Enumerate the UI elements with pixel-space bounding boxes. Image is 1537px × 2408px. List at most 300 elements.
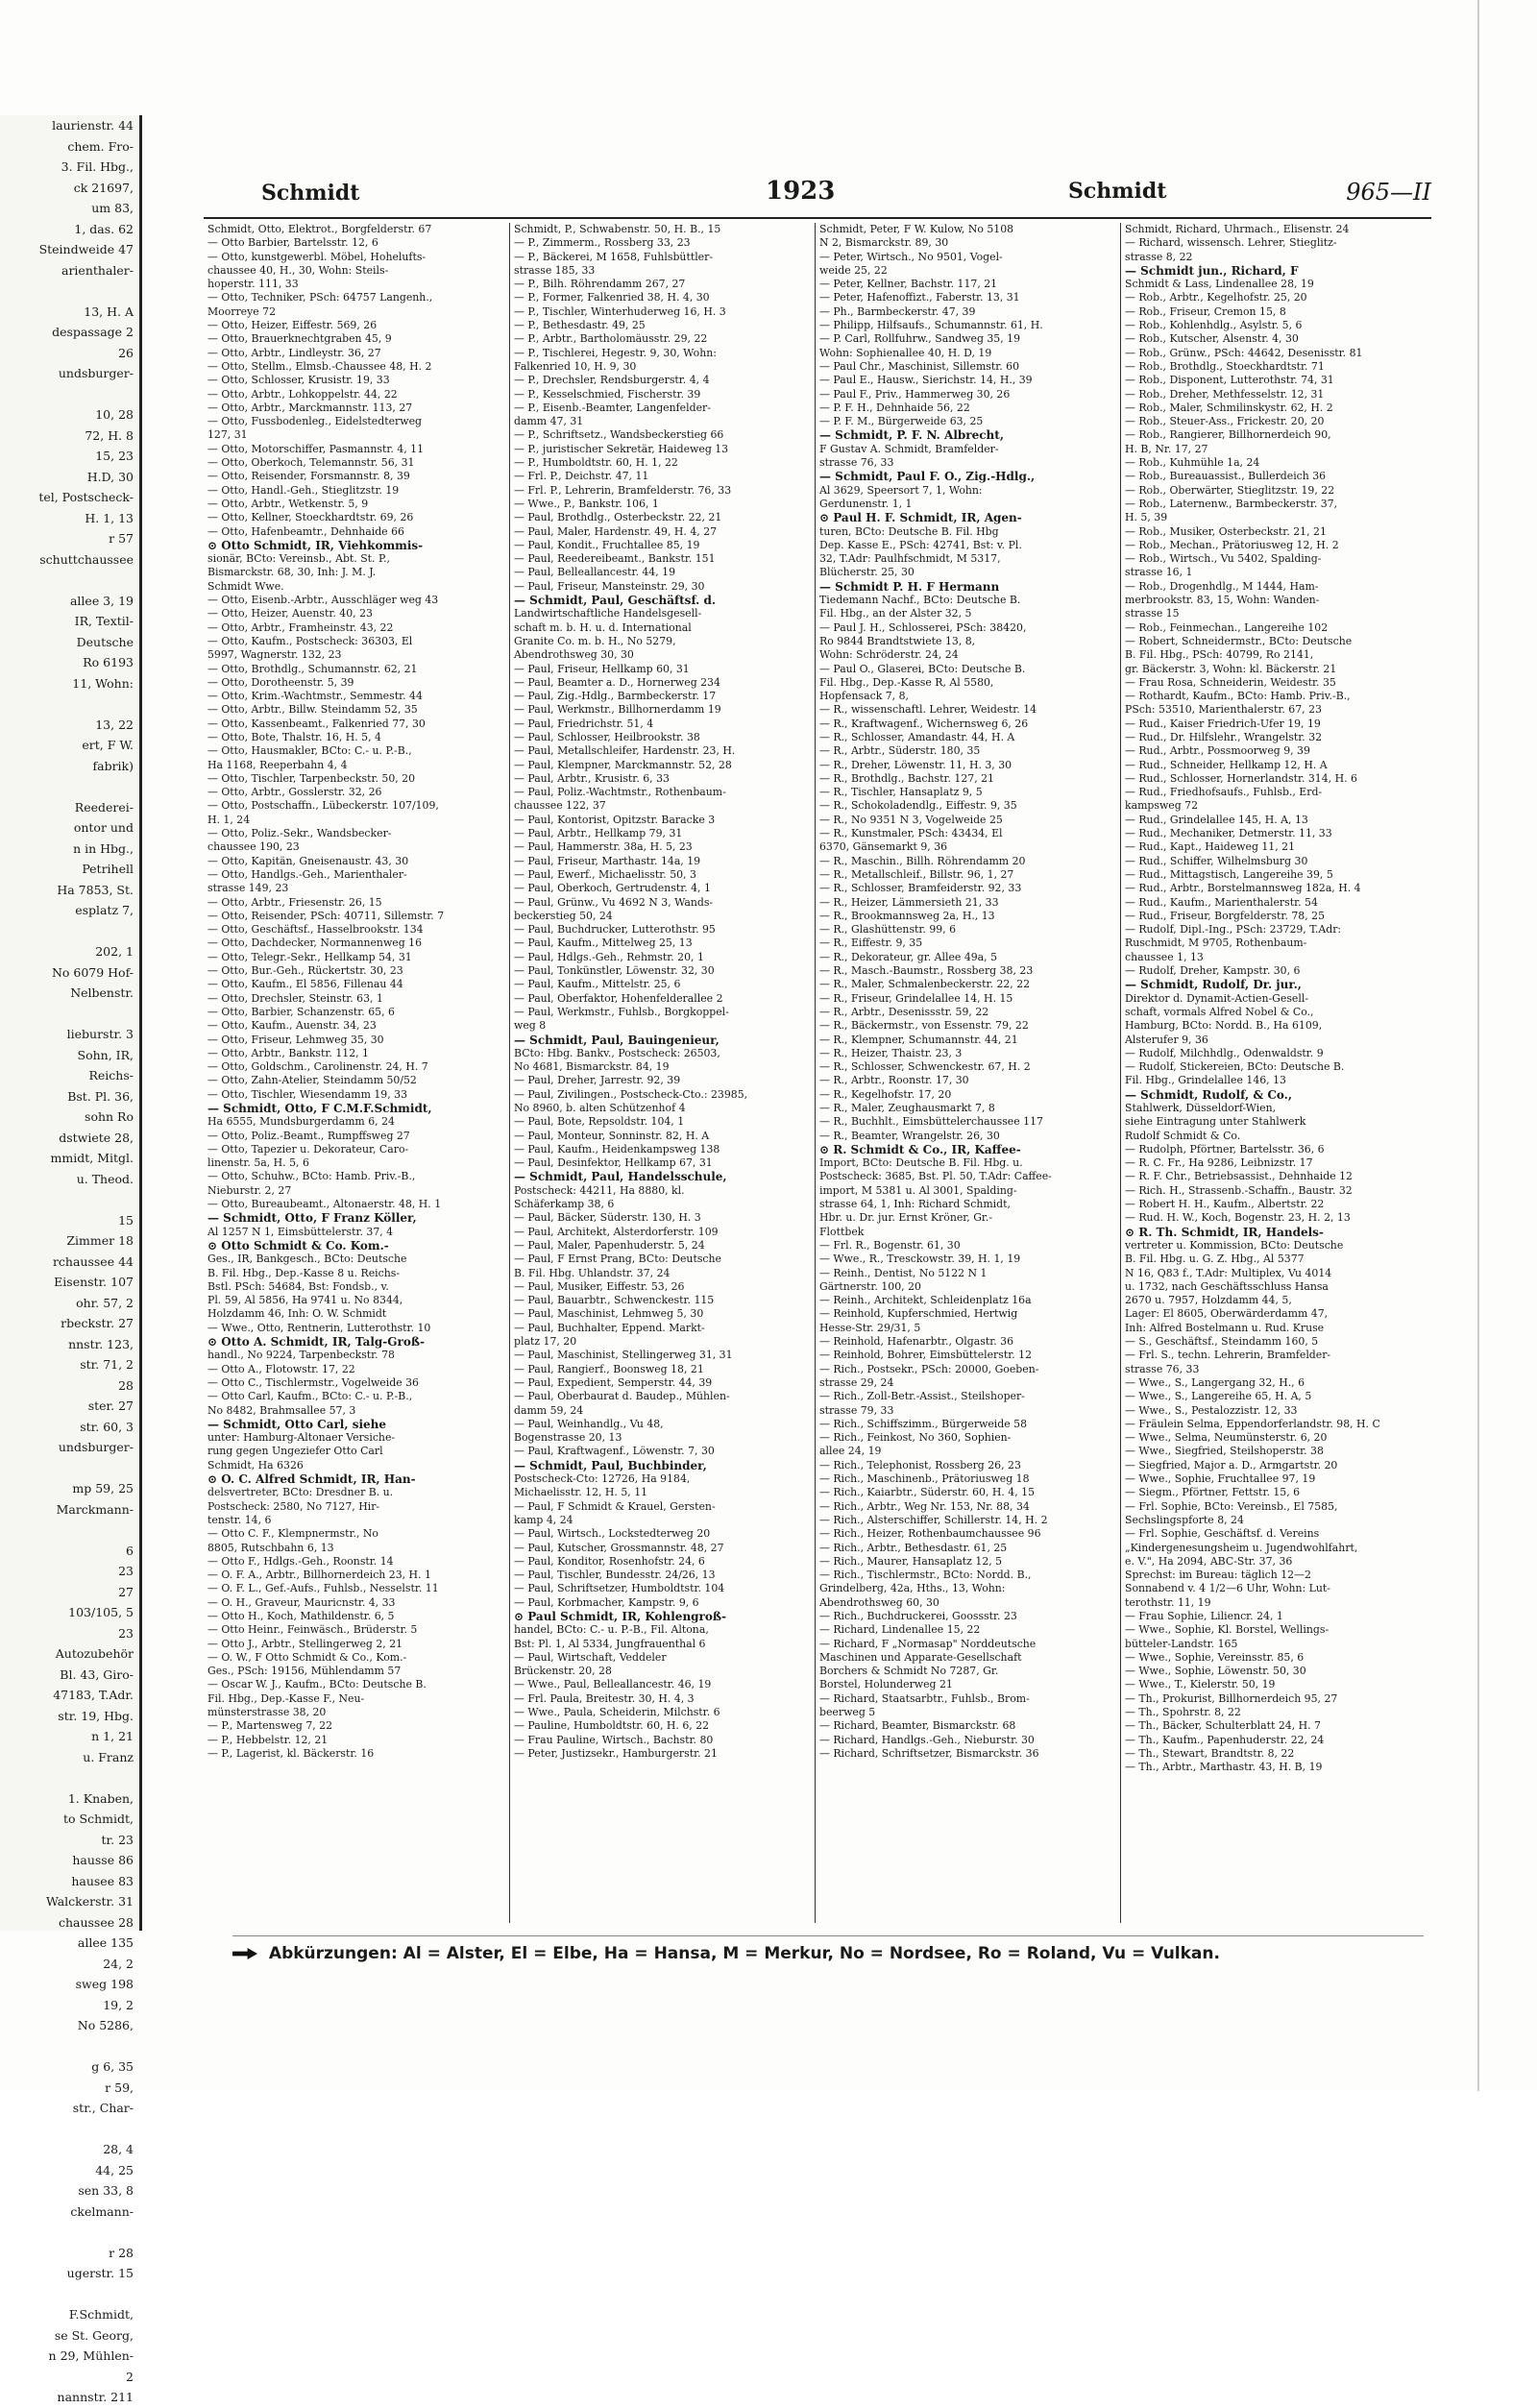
previous-page-line: 28 bbox=[118, 1377, 134, 1393]
directory-entry: Schmidt, Richard, Uhrmach., Elisenstr. 24 bbox=[1125, 223, 1350, 235]
header-rule bbox=[204, 217, 1431, 219]
directory-entry: münsterstrasse 38, 20 bbox=[207, 1706, 327, 1719]
column-4 bbox=[1120, 223, 1427, 1923]
directory-entry: ⊙ Otto Schmidt & Co. Kom.- bbox=[207, 1238, 389, 1253]
directory-page bbox=[204, 115, 1431, 1998]
directory-entry: — Schmidt, Otto Carl, siehe bbox=[207, 1417, 387, 1431]
previous-page-line: 11, Wohn: bbox=[72, 675, 134, 691]
directory-entry: — R., Bäckermstr., von Essenstr. 79, 22 bbox=[819, 1019, 1029, 1033]
directory-entry: — Paul, Arbtr., Krusistr. 6, 33 bbox=[514, 771, 670, 785]
directory-entry: H. B, Nr. 17, 27 bbox=[1125, 442, 1208, 455]
directory-entry: — Wwe., Siegfried, Steilshoperstr. 38 bbox=[1125, 1445, 1324, 1458]
directory-entry: terothstr. 11, 19 bbox=[1125, 1595, 1211, 1609]
directory-entry: — Reinh., Architekt, Schleidenplatz 16a bbox=[819, 1294, 1032, 1307]
directory-entry: kamp 4, 24 bbox=[514, 1513, 573, 1526]
directory-entry: 8805, Rutschbahn 6, 13 bbox=[207, 1541, 334, 1554]
directory-entry: e. V.", Ha 2094, ABC-Str. 37, 36 bbox=[1125, 1554, 1293, 1568]
directory-entry: — O. F. A., Arbtr., Billhornerdeich 23, H. 1 bbox=[207, 1569, 431, 1582]
previous-page-line bbox=[0, 2036, 139, 2057]
directory-entry: — Rud., Kaiser Friedrich-Ufer 19, 19 bbox=[1125, 717, 1321, 730]
directory-entry: 32, T.Adr: Paulhfschmidt, M 5317, bbox=[819, 552, 1001, 566]
directory-entry: — Th., Kaufm., Papenhuderstr. 22, 24 bbox=[1125, 1733, 1325, 1746]
directory-entry: — Paul, Buchhalter, Eppend. Markt- bbox=[514, 1321, 705, 1334]
previous-page-line: 19, 2 bbox=[103, 1997, 134, 2012]
directory-entry: F Gustav A. Schmidt, Bramfelder- bbox=[819, 442, 999, 455]
directory-entry: ⊙ Otto A. Schmidt, IR, Talg-Groß- bbox=[207, 1335, 425, 1350]
directory-entry: — Rud., Kaufm., Marienthalerstr. 54 bbox=[1125, 895, 1318, 909]
previous-page-line: undsburger- bbox=[58, 366, 134, 380]
directory-entry: Blücherstr. 25, 30 bbox=[819, 566, 915, 579]
directory-entry: Tiedemann Nachf., BCto: Deutsche B. bbox=[819, 594, 1021, 607]
directory-entry: B. Fil. Hbg., PSch: 40799, Ro 2141, bbox=[1125, 648, 1314, 662]
directory-entry: — Frl. P., Deichstr. 47, 11 bbox=[514, 470, 649, 483]
previous-page-line: 27 bbox=[118, 1584, 134, 1599]
directory-entry: Sechslingspforte 8, 24 bbox=[1125, 1513, 1244, 1526]
directory-entry: Ges., IR, Bankgesch., BCto: Deutsche bbox=[207, 1253, 407, 1266]
directory-entry: Postscheck: 44211, Ha 8880, kl. bbox=[514, 1183, 685, 1197]
directory-entry: — Rob., Bureauassist., Bullerdeich 36 bbox=[1125, 470, 1327, 483]
directory-entry: — R. F. Chr., Betriebsassist., Dehnhaide 12 bbox=[1125, 1170, 1353, 1183]
directory-entry: — P., Bethesdastr. 49, 25 bbox=[514, 319, 646, 332]
directory-entry: Moorreye 72 bbox=[207, 304, 277, 318]
directory-entry: — Reinhold, Kupferschmied, Hertwig bbox=[819, 1307, 1018, 1321]
header-year: 1923 bbox=[766, 177, 836, 206]
directory-entry: — Otto, Arbtr., Marckmannstr. 113, 27 bbox=[207, 401, 413, 414]
directory-entry: — Rud., Arbtr., Borstelmannsweg 182a, H. 4 bbox=[1125, 882, 1361, 895]
directory-entry: strasse 76, 33 bbox=[819, 456, 894, 470]
directory-entry: — Robert, Schneidermstr., BCto: Deutsche bbox=[1125, 634, 1353, 647]
directory-entry: — Peter, Justizsekr., Hamburgerstr. 21 bbox=[514, 1746, 718, 1760]
directory-entry: chaussee 122, 37 bbox=[514, 799, 606, 813]
directory-entry: — Otto, Hausmakler, BCto: C.- u. P.-B., bbox=[207, 744, 412, 758]
directory-entry: kampsweg 72 bbox=[1125, 799, 1199, 813]
previous-page-line: allee 135 bbox=[77, 1935, 134, 1950]
header-name-left: Schmidt bbox=[261, 181, 360, 206]
directory-entry: — Rud., Kapt., Haideweg 11, 21 bbox=[1125, 840, 1296, 854]
directory-entry: Sprechst: im Bureau: täglich 12—2 bbox=[1125, 1569, 1311, 1582]
directory-entry: — Otto, Brothdlg., Schumannstr. 62, 21 bbox=[207, 662, 418, 675]
directory-entry: — O. F. L., Gef.-Aufs., Fuhlsb., Nesselstr. 11 bbox=[207, 1582, 439, 1595]
directory-entry: — Otto, Telegr.-Sekr., Hellkamp 54, 31 bbox=[207, 950, 412, 963]
directory-entry: — Otto, kunstgewerbl. Möbel, Hohelufts- bbox=[207, 250, 427, 263]
directory-entry: Maschinen und Apparate-Gesellschaft bbox=[819, 1650, 1022, 1664]
previous-page-line: Bst. Pl. 36, bbox=[67, 1088, 134, 1104]
directory-entry: „Kindergenesungsheim u. Jugendwohlfahrt, bbox=[1125, 1541, 1358, 1554]
directory-entry: — Philipp, Hilfsaufs., Schumannstr. 61, H. bbox=[819, 319, 1043, 332]
previous-page-line: mp 59, 25 bbox=[72, 1481, 134, 1496]
directory-entry: — Frl. Paula, Breitestr. 30, H. 4, 3 bbox=[514, 1691, 695, 1705]
directory-entry: — Rich., Telephonist, Rossberg 26, 23 bbox=[819, 1458, 1021, 1472]
directory-entry: — Otto, Fussbodenleg., Eidelstedterweg bbox=[207, 415, 422, 428]
previous-page-line: Reichs- bbox=[88, 1068, 134, 1082]
directory-entry: Gärtnerstr. 100, 20 bbox=[819, 1279, 921, 1293]
directory-entry: — Otto, Arbtr., Lindleystr. 36, 27 bbox=[207, 346, 381, 359]
directory-entry: — Otto, Heizer, Eiffestr. 569, 26 bbox=[207, 319, 378, 332]
directory-entry: — Wwe., Paul, Belleallancestr. 46, 19 bbox=[514, 1678, 712, 1691]
directory-entry: — Rud., Schneider, Hellkamp 12, H. A bbox=[1125, 758, 1328, 771]
directory-entry: — Rud. H. W., Koch, Bogenstr. 23, H. 2, 13 bbox=[1125, 1211, 1351, 1225]
directory-entry: — Paul, Metallschleifer, Hardenstr. 23, H. bbox=[514, 744, 736, 758]
directory-entry: — Otto, Motorschiffer, Pasmannstr. 4, 11 bbox=[207, 442, 425, 455]
directory-entry: — Wwe., Sophie, Löwenstr. 50, 30 bbox=[1125, 1665, 1306, 1678]
pointing-hand-icon bbox=[232, 1948, 257, 1959]
directory-entry: — Paul, Kaufm., Mittelweg 25, 13 bbox=[514, 936, 693, 950]
previous-page-line: tr. 23 bbox=[101, 1832, 134, 1847]
previous-page-line: n in Hbg., bbox=[73, 840, 134, 856]
directory-entry: B. Fil. Hbg. u. G. Z. Hbg., Al 5377 bbox=[1125, 1253, 1305, 1266]
directory-entry: — R., Brothdlg., Bachstr. 127, 21 bbox=[819, 771, 994, 785]
directory-entry: — Rud., Friseur, Borgfelderstr. 78, 25 bbox=[1125, 909, 1326, 922]
directory-entry: — P. Carl, Rollfuhrw., Sandweg 35, 19 bbox=[819, 332, 1021, 346]
directory-entry: — Schmidt, Otto, F C.M.F.Schmidt, bbox=[207, 1102, 432, 1115]
directory-entry: — Oscar W. J., Kaufm., BCto: Deutsche B. bbox=[207, 1678, 427, 1691]
previous-page-line: fabrik) bbox=[92, 758, 134, 773]
previous-page-line: 26 bbox=[118, 345, 134, 360]
directory-entry: — Rich., Postsekr., PSch: 20000, Goeben- bbox=[819, 1362, 1039, 1375]
directory-entry: — R., Kunstmaler, PSch: 43434, El bbox=[819, 827, 1003, 840]
directory-entry: Al 1257 N 1, Eimsbüttelerstr. 37, 4 bbox=[207, 1225, 394, 1238]
directory-entry: — Otto, Tischler, Wiesendamm 19, 33 bbox=[207, 1087, 408, 1101]
directory-entry: — Richard, Lindenallee 15, 22 bbox=[819, 1623, 981, 1637]
directory-entry: siehe Eintragung unter Stahlwerk bbox=[1125, 1115, 1306, 1129]
directory-entry: — Otto, Kapitän, Gneisenaustr. 43, 30 bbox=[207, 854, 409, 867]
previous-page-line: F.Schmidt, bbox=[68, 2307, 134, 2322]
previous-page-line: ontor und bbox=[73, 820, 134, 835]
directory-entry: — Otto, Dachdecker, Normannenweg 16 bbox=[207, 936, 423, 950]
directory-entry: Fil. Hbg., Dep.-Kasse R, Al 5580, bbox=[819, 675, 994, 689]
directory-entry: — Th., Arbtr., Marthastr. 43, H. B, 19 bbox=[1125, 1761, 1323, 1774]
directory-entry: — Paul, Oberkoch, Gertrudenstr. 4, 1 bbox=[514, 882, 711, 895]
directory-entry: — Rud., Arbtr., Possmoorweg 9, 39 bbox=[1125, 744, 1310, 758]
previous-page-line bbox=[0, 1520, 139, 1541]
directory-entry: — R., Heizer, Lämmersieth 21, 33 bbox=[819, 895, 999, 909]
directory-entry: — Otto J., Arbtr., Stellingerweg 2, 21 bbox=[207, 1637, 403, 1650]
previous-page-line: r 28 bbox=[109, 2245, 134, 2260]
directory-entry: — Paul, Werkmstr., Fuhlsb., Borgkoppel- bbox=[514, 1005, 729, 1018]
directory-entry: — R., Schlosser, Amandastr. 44, H. A bbox=[819, 730, 1015, 743]
directory-entry: — Pauline, Humboldtstr. 60, H. 6, 22 bbox=[514, 1719, 710, 1733]
previous-page-line: 2 bbox=[126, 2369, 134, 2384]
previous-page-line: 15 bbox=[118, 1212, 134, 1228]
directory-entry: — Otto, Techniker, PSch: 64757 Langenh., bbox=[207, 291, 433, 304]
directory-entry: — P., Arbtr., Bartholomäusstr. 29, 22 bbox=[514, 332, 708, 346]
directory-entry: — Paul, Klempner, Marckmannstr. 52, 28 bbox=[514, 758, 732, 771]
directory-entry: — R., Tischler, Hansaplatz 9, 5 bbox=[819, 786, 983, 799]
directory-entry: — Peter, Wirtsch., No 9501, Vogel- bbox=[819, 250, 1003, 263]
previous-page-line: dstwiete 28, bbox=[59, 1130, 134, 1145]
directory-entry: — Wwe., Sophie, Fruchtallee 97, 19 bbox=[1125, 1472, 1316, 1486]
directory-entry: — Otto, Schuhw., BCto: Hamb. Priv.-B., bbox=[207, 1170, 416, 1183]
previous-page-line: Ro 6193 bbox=[83, 655, 134, 669]
directory-entry: Flottbek bbox=[819, 1225, 865, 1238]
directory-entry: — Otto, Handl.-Geh., Stieglitzstr. 19 bbox=[207, 483, 400, 497]
previous-page-line: r 57 bbox=[109, 531, 134, 546]
directory-entry: — Rich., Arbtr., Weg Nr. 153, Nr. 88, 34 bbox=[819, 1499, 1030, 1513]
directory-entry: Abendrothsweg 30, 30 bbox=[514, 648, 634, 662]
directory-entry: — Paul, Zivilingen., Postscheck-Cto.: 23985, bbox=[514, 1087, 748, 1101]
directory-entry: N 2, Bismarckstr. 89, 30 bbox=[819, 236, 949, 250]
directory-entry: Grindelberg, 42a, Hths., 13, Wohn: bbox=[819, 1582, 1006, 1595]
directory-entry: — Wwe., T., Kielerstr. 50, 19 bbox=[1125, 1678, 1276, 1691]
directory-entry: 127, 31 bbox=[207, 428, 248, 442]
directory-entry: — Wwe., Selma, Neumünsterstr. 6, 20 bbox=[1125, 1431, 1328, 1445]
directory-entry: — Rob., Arbtr., Kegelhofstr. 25, 20 bbox=[1125, 291, 1307, 304]
directory-entry: — Paul, Kondit., Fruchtallee 85, 19 bbox=[514, 538, 700, 551]
directory-entry: — Otto, Stellm., Elmsb.-Chaussee 48, H. 2 bbox=[207, 359, 432, 373]
directory-entry: 6370, Gänsemarkt 9, 36 bbox=[819, 840, 948, 854]
directory-entry: — Rich., Tischlermstr., BCto: Nordd. B., bbox=[819, 1569, 1032, 1582]
directory-entry: — R., Kraftwagenf., Wichernsweg 6, 26 bbox=[819, 717, 1029, 730]
directory-entry: — Wwe., R., Tresckowstr. 39, H. 1, 19 bbox=[819, 1253, 1021, 1266]
directory-entry: — Otto, Kassenbeamt., Falkenried 77, 30 bbox=[207, 717, 426, 730]
directory-entry: Postscheck: 2580, No 7127, Hir- bbox=[207, 1499, 380, 1513]
previous-page-line: hausse 86 bbox=[72, 1853, 134, 1867]
directory-entry: — Otto Carl, Kaufm., BCto: C.- u. P.-B., bbox=[207, 1390, 413, 1403]
directory-entry: damm 47, 31 bbox=[514, 415, 584, 428]
directory-entry: ⊙ Paul H. F. Schmidt, IR, Agen- bbox=[819, 511, 1022, 525]
directory-entry: — R., Friseur, Grindelallee 14, H. 15 bbox=[819, 991, 1013, 1005]
previous-page-line: str. 60, 3 bbox=[80, 1419, 134, 1434]
directory-entry: — Rob., Kutscher, Alsenstr. 4, 30 bbox=[1125, 332, 1299, 346]
directory-entry: — Rich. H., Strassenb.-Schaffn., Baustr. 32 bbox=[1125, 1183, 1353, 1197]
directory-entry: — S., Geschäftsf., Steindamm 160, 5 bbox=[1125, 1335, 1319, 1349]
directory-entry: — R., Beamter, Wrangelstr. 26, 30 bbox=[819, 1129, 1000, 1142]
directory-entry: — Paul, Kutscher, Grossmannstr. 48, 27 bbox=[514, 1541, 724, 1554]
directory-entry: Ha 6555, Mundsburgerdamm 6, 24 bbox=[207, 1115, 395, 1129]
directory-entry: — P., Schriftsetz., Wandsbeckerstieg 66 bbox=[514, 428, 724, 442]
directory-entry: — R., Schlosser, Schwenckestr. 67, H. 2 bbox=[819, 1060, 1031, 1074]
directory-entry: H. 5, 39 bbox=[1125, 511, 1168, 524]
directory-entry: — Otto, Brauerknechtgraben 45, 9 bbox=[207, 332, 392, 346]
directory-entry: linenstr. 5a, H. 5, 6 bbox=[207, 1156, 309, 1170]
directory-entry: — Schmidt, Paul F. O., Zig.-Hdlg., bbox=[819, 470, 1036, 484]
directory-entry: Hopfensack 7, 8, bbox=[819, 690, 910, 703]
directory-entry: — Otto, Goldschm., Carolinenstr. 24, H. 7 bbox=[207, 1060, 428, 1074]
directory-entry: — R., Masch.-Baumstr., Rossberg 38, 23 bbox=[819, 964, 1034, 978]
directory-entry: — Paul, Maler, Hardenstr. 49, H. 4, 27 bbox=[514, 524, 718, 538]
directory-entry: — Siegm., Pförtner, Fettstr. 15, 6 bbox=[1125, 1486, 1301, 1499]
directory-entry: — Wwe., Paula, Scheiderin, Milchstr. 6 bbox=[514, 1706, 720, 1719]
directory-entry: — Paul, Reedereibeamt., Bankstr. 151 bbox=[514, 552, 716, 566]
directory-entry: — O. W., F Otto Schmidt & Co., Kom.- bbox=[207, 1650, 407, 1664]
directory-entry: beerweg 5 bbox=[819, 1706, 876, 1719]
directory-entry: — Otto Barbier, Bartelsstr. 12, 6 bbox=[207, 236, 378, 250]
directory-entry: — R., Eiffestr. 9, 35 bbox=[819, 936, 923, 950]
previous-page-line: laurienstr. 44 bbox=[52, 118, 134, 133]
directory-entry: strasse 16, 1 bbox=[1125, 566, 1193, 579]
directory-entry: Bogenstrasse 20, 13 bbox=[514, 1431, 622, 1445]
directory-entry: — Otto, Schlosser, Krusistr. 19, 33 bbox=[207, 374, 390, 387]
directory-entry: — Rob., Steuer-Ass., Frickestr. 20, 20 bbox=[1125, 415, 1325, 428]
directory-entry: — Otto, Reisender, Forsmannstr. 8, 39 bbox=[207, 470, 410, 483]
directory-entry: H. 1, 24 bbox=[207, 813, 251, 826]
directory-entry: — Wwe., Sophie, Kl. Borstel, Wellings- bbox=[1125, 1623, 1330, 1637]
directory-entry: — Th., Spohrstr. 8, 22 bbox=[1125, 1706, 1241, 1719]
directory-entry: Wohn: Schröderstr. 24, 24 bbox=[819, 648, 959, 662]
directory-entry: — Paul, Konditor, Rosenhofstr. 24, 6 bbox=[514, 1554, 705, 1568]
directory-entry: — P., Humboldtstr. 60, H. 1, 22 bbox=[514, 456, 678, 470]
previous-page-line: Deutsche bbox=[76, 634, 134, 649]
previous-page-line: rbeckstr. 27 bbox=[61, 1316, 134, 1330]
directory-entry: — R., Arbtr., Roonstr. 17, 30 bbox=[819, 1074, 969, 1087]
directory-entry: — Rob., Feinmechan., Langereihe 102 bbox=[1125, 620, 1329, 634]
previous-page-line: chaussee 28 bbox=[58, 1914, 134, 1930]
previous-page-line: Bl. 43, Giro- bbox=[60, 1666, 134, 1682]
previous-page-line bbox=[0, 570, 139, 591]
previous-page-line: mmidt, Mitgl. bbox=[50, 1151, 134, 1165]
directory-entry: beckerstieg 50, 24 bbox=[514, 909, 613, 922]
directory-entry: — R., Maler, Zeughausmarkt 7, 8 bbox=[819, 1102, 995, 1114]
directory-entry: — Schmidt, Paul, Buchbinder, bbox=[514, 1458, 707, 1472]
directory-entry: — Otto C., Tischlermstr., Vogelweide 36 bbox=[207, 1375, 419, 1389]
directory-entry: — Paul Chr., Maschinist, Sillemstr. 60 bbox=[819, 359, 1020, 373]
page-header bbox=[204, 173, 1431, 211]
directory-entry: — Paul, Expedient, Semperstr. 44, 39 bbox=[514, 1375, 713, 1389]
directory-entry: — Rich., Zoll-Betr.-Assist., Steilshoper- bbox=[819, 1390, 1025, 1403]
directory-entry: — Otto, Kaufm., Auenstr. 34, 23 bbox=[207, 1019, 377, 1033]
directory-entry: — Paul, Maschinist, Stellingerweg 31, 31 bbox=[514, 1349, 733, 1362]
directory-entry: — Rob., Rangierer, Billhornerdeich 90, bbox=[1125, 428, 1331, 442]
previous-page-line bbox=[0, 921, 139, 942]
directory-entry: No 4681, Bismarckstr. 84, 19 bbox=[514, 1060, 670, 1074]
previous-page-line: hausee 83 bbox=[71, 1873, 134, 1888]
directory-entry: — Rich., Heizer, Rothenbaumchaussee 96 bbox=[819, 1527, 1041, 1541]
directory-entry: — Paul, Architekt, Alsterdorferstr. 109 bbox=[514, 1225, 719, 1238]
previous-page-line: str. 19, Hbg. bbox=[58, 1708, 134, 1723]
directory-entry: unter: Hamburg-Altonaer Versiche- bbox=[207, 1431, 396, 1445]
previous-page-line: sen 33, 8 bbox=[78, 2183, 134, 2198]
directory-entry: — Schmidt, P. F. N. Albrecht, bbox=[819, 428, 1005, 443]
directory-entry: — Rudolf, Milchhdlg., Odenwaldstr. 9 bbox=[1125, 1046, 1324, 1059]
directory-entry: — Rud., Friedhofsaufs., Fuhlsb., Erd- bbox=[1125, 786, 1323, 799]
directory-entry: Nieburstr. 2, 27 bbox=[207, 1183, 292, 1197]
directory-entry: — Th., Prokurist, Billhornerdeich 95, 27 bbox=[1125, 1691, 1338, 1705]
directory-entry: Schmidt, Ha 6326 bbox=[207, 1458, 304, 1472]
directory-entry: — Paul, Oberbaurat d. Baudep., Mühlen- bbox=[514, 1390, 730, 1403]
directory-entry: — Wwe., S., Pestalozzistr. 12, 33 bbox=[1125, 1403, 1298, 1417]
directory-entry: — Otto, Arbtr., Billw. Steindamm 52, 35 bbox=[207, 703, 418, 717]
directory-entry: Schmidt, Otto, Elektrot., Borgfelderstr. 67 bbox=[207, 223, 432, 235]
directory-entry: gr. Bäckerstr. 3, Wohn: kl. Bäckerstr. 21 bbox=[1125, 662, 1337, 675]
directory-entry: — Schmidt, Rudolf, & Co., bbox=[1125, 1087, 1293, 1102]
directory-entry: — R., Schokoladendlg., Eiffestr. 9, 35 bbox=[819, 799, 1017, 813]
column-3 bbox=[815, 223, 1109, 1923]
previous-page-line: 47183, T.Adr. bbox=[53, 1688, 134, 1702]
directory-entry: — Otto, Drechsler, Steinstr. 63, 1 bbox=[207, 991, 383, 1005]
directory-entry: import, M 5381 u. Al 3001, Spalding- bbox=[819, 1183, 1017, 1197]
directory-entry: schaft, vormals Alfred Nobel & Co., bbox=[1125, 1005, 1314, 1018]
directory-entry: — Paul E., Hausw., Sierichstr. 14, H., 39 bbox=[819, 374, 1033, 387]
directory-entry: Brückenstr. 20, 28 bbox=[514, 1665, 612, 1678]
directory-entry: — Paul, Wirtschaft, Veddeler bbox=[514, 1650, 667, 1664]
directory-entry: — Rob., Oberwärter, Stieglitzstr. 19, 22 bbox=[1125, 483, 1335, 497]
directory-entry: — Reinhold, Bohrer, Eimsbüttelerstr. 12 bbox=[819, 1349, 1033, 1362]
previous-page-line: sohn Ro bbox=[85, 1109, 134, 1124]
previous-page-edge bbox=[0, 115, 142, 2404]
directory-entry: — P., Eisenb.-Beamter, Langenfelder- bbox=[514, 401, 711, 414]
directory-entry: — Richard, Schriftsetzer, Bismarckstr. 36 bbox=[819, 1746, 1039, 1760]
directory-entry: — Rob., Laternenw., Barmbeckerstr. 37, bbox=[1125, 497, 1338, 510]
directory-entry: — Rob., Mechan., Prätoriusweg 12, H. 2 bbox=[1125, 538, 1339, 551]
previous-page-line: str. 71, 2 bbox=[80, 1357, 134, 1372]
previous-page-line: 24, 2 bbox=[103, 1956, 134, 1971]
directory-entry: Landwirtschaftliche Handelsgesell- bbox=[514, 607, 702, 620]
directory-entry: Al 3629, Speersort 7, 1, Wohn: bbox=[819, 483, 983, 497]
directory-entry: — Otto, Arbtr., Bankstr. 112, 1 bbox=[207, 1046, 369, 1059]
directory-entry: — Frl. P., Lehrerin, Bramfelderstr. 76, 33 bbox=[514, 483, 732, 497]
previous-page-line: str., Char- bbox=[72, 2101, 134, 2115]
directory-entry: — Otto, Arbtr., Gosslerstr. 32, 26 bbox=[207, 786, 382, 799]
directory-entry: — Otto, Geschäftsf., Hasselbrookstr. 134 bbox=[207, 923, 424, 936]
directory-entry: Borchers & Schmidt No 7287, Gr. bbox=[819, 1665, 999, 1678]
directory-entry: Ges., PSch: 19156, Mühlendamm 57 bbox=[207, 1665, 402, 1678]
previous-page-line: arienthaler- bbox=[61, 262, 134, 278]
directory-entry: — Paul, Dreher, Jarrestr. 92, 39 bbox=[514, 1074, 681, 1087]
directory-entry: — R., Dreher, Löwenstr. 11, H. 3, 30 bbox=[819, 758, 1012, 771]
directory-entry: — Paul, Kraftwagenf., Löwenstr. 7, 30 bbox=[514, 1445, 715, 1458]
previous-page-line: ohr. 57, 2 bbox=[76, 1295, 134, 1310]
directory-entry: — Otto, Krim.-Wachtmstr., Semmestr. 44 bbox=[207, 690, 423, 703]
previous-page-line: 1. Knaben, bbox=[67, 1790, 134, 1806]
directory-entry: weide 25, 22 bbox=[819, 263, 888, 277]
directory-entry: — R., Glashüttenstr. 99, 6 bbox=[819, 923, 957, 936]
directory-entry: — Paul, Desinfektor, Hellkamp 67, 31 bbox=[514, 1156, 713, 1170]
previous-page-line: No 6079 Hof- bbox=[51, 964, 134, 980]
directory-entry: — Rich., Arbtr., Bethesdastr. 61, 25 bbox=[819, 1541, 1008, 1554]
directory-entry: — Otto, Bureaubeamt., Altonaerstr. 48, H. 1 bbox=[207, 1198, 442, 1211]
directory-entry: — Otto, Poliz.-Beamt., Rumpffsweg 27 bbox=[207, 1129, 410, 1142]
directory-entry: — R., Klempner, Schumannstr. 44, 21 bbox=[819, 1033, 1018, 1046]
directory-entry: — Otto, Heizer, Auenstr. 40, 23 bbox=[207, 607, 373, 620]
previous-page-line: 44, 25 bbox=[95, 2162, 134, 2177]
previous-page-line bbox=[0, 2222, 139, 2243]
directory-entry: strasse 149, 23 bbox=[207, 882, 289, 895]
directory-entry: — Wwe., P., Bankstr. 106, 1 bbox=[514, 497, 659, 510]
directory-entry: hoperstr. 111, 33 bbox=[207, 278, 299, 291]
previous-page-line: g 6, 35 bbox=[91, 2059, 134, 2074]
directory-entry: — Frau Sophie, Liliencr. 24, 1 bbox=[1125, 1609, 1283, 1622]
previous-page-line: H.D, 30 bbox=[86, 469, 134, 484]
previous-page-line: nannstr. 211 bbox=[57, 2390, 134, 2404]
directory-entry: — Otto, Barbier, Schanzenstr. 65, 6 bbox=[207, 1005, 395, 1018]
directory-entry: Lager: El 8605, Oberwärderdamm 47, bbox=[1125, 1307, 1329, 1321]
directory-entry: strasse 76, 33 bbox=[1125, 1362, 1200, 1375]
previous-page-line: lieburstr. 3 bbox=[66, 1027, 134, 1041]
directory-entry: 5997, Wagnerstr. 132, 23 bbox=[207, 648, 342, 662]
previous-page-line: Nelbenstr. bbox=[70, 985, 134, 1000]
directory-entry: — Paul, Kontorist, Opitzstr. Baracke 3 bbox=[514, 813, 716, 826]
previous-page-line bbox=[0, 1767, 139, 1788]
directory-entry: Rudolf Schmidt & Co. bbox=[1125, 1129, 1241, 1142]
directory-entry: — Paul, Arbtr., Hellkamp 79, 31 bbox=[514, 827, 683, 840]
directory-entry: — Paul, Brothdlg., Osterbeckstr. 22, 21 bbox=[514, 511, 722, 524]
directory-entry: — P., Zimmerm., Rossberg 33, 23 bbox=[514, 236, 691, 250]
previous-page-line: 6 bbox=[126, 1543, 134, 1558]
directory-entry: damm 59, 24 bbox=[514, 1403, 584, 1417]
directory-entry: — Otto, Bote, Thalstr. 16, H. 5, 4 bbox=[207, 730, 381, 743]
directory-entry: — Otto, Arbtr., Wetkenstr. 5, 9 bbox=[207, 497, 369, 510]
previous-page-line: ert, F W. bbox=[82, 738, 134, 752]
previous-page-line: Zimmer 18 bbox=[66, 1233, 134, 1248]
directory-entry: — Paul, Grünw., Vu 4692 N 3, Wands- bbox=[514, 895, 714, 909]
directory-entry: — P., Bäckerei, M 1658, Fuhlsbüttler- bbox=[514, 250, 714, 263]
directory-entry: — Rich., Schiffszimm., Bürgerweide 58 bbox=[819, 1417, 1028, 1430]
column-1 bbox=[204, 223, 497, 1923]
directory-entry: — Paul, Werkmstr., Billhornerdamm 19 bbox=[514, 703, 721, 717]
directory-entry: — Schmidt, Paul, Handelsschule, bbox=[514, 1170, 727, 1184]
directory-entry: — Otto, Friseur, Lehmweg 35, 30 bbox=[207, 1033, 384, 1046]
directory-entry: chaussee 40, H., 30, Wohn: Steils- bbox=[207, 263, 389, 277]
